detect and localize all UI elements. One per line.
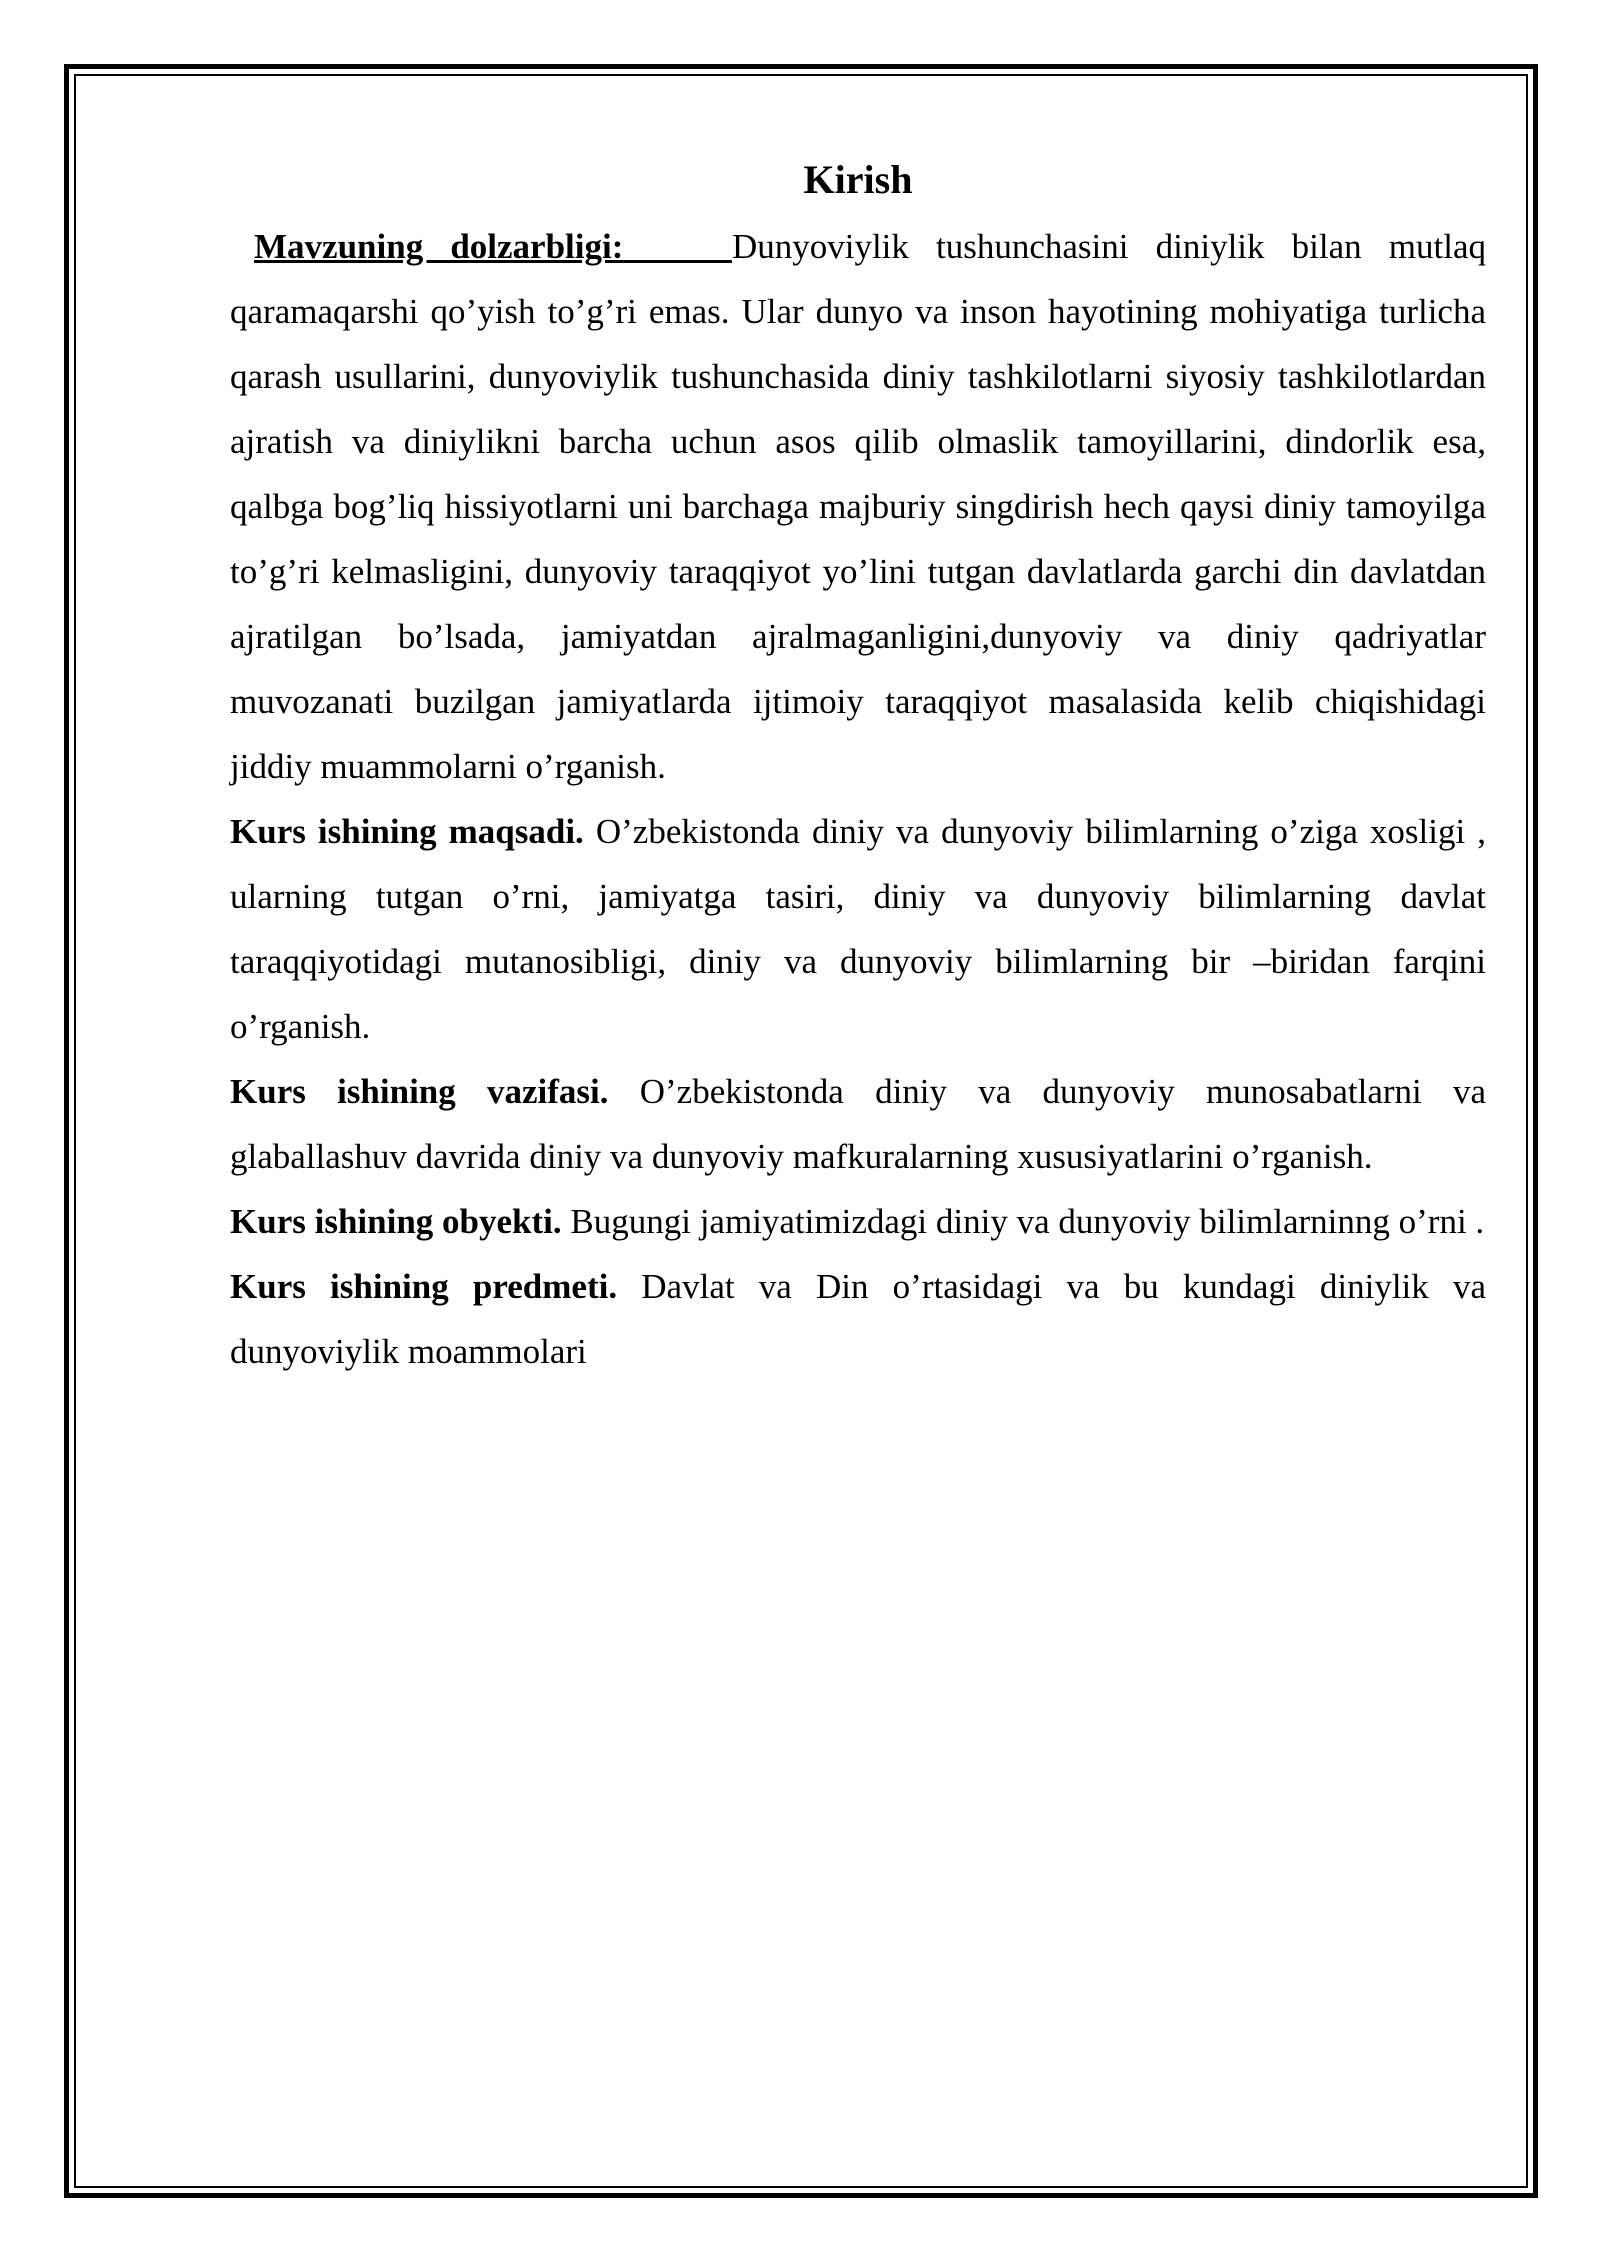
- paragraph-text: Dunyoviylik tushunchasini diniylik bilan mutlaq qaramaqarshi qo’yish to’g’ri emas. Ular dunyo va inson hayotining mohiyatiga turlicha qarash usullarini, dunyoviylik tushunchasida diniy tashkilotlarni siyosiy tashkilotlardan ajratish va diniylikni barcha uchun asos qilib olmaslik tamoyillarini, dindorlik esa, qalbga bog’liq hissiyotlarni uni barchaga majburiy singdirish hech qaysi diniy tamoyilga to’g’ri kelmasligini, dunyoviy taraqqiyot yo’lini tutgan davlatlarda garchi din davlatdan ajratilgan bo’lsada, jamiyatdan ajralmaganligini,dunyoviy va diniy qadriyatlar muvozanati buzilgan jamiyatlarda ijtimoiy taraqqiyot masalasida kelib chiqishidagi jiddiy muammolarni o’rganish.: [230, 227, 1486, 786]
- paragraph-text: Davlat va Din o’rtasidagi va bu kundagi diniylik va dunyoviylik moammolari: [230, 1267, 1486, 1371]
- paragraph-lead: Kurs ishining vazifasi.: [230, 1072, 609, 1111]
- paragraph-text: O’zbekistonda diniy va dunyoviy munosabatlarni va glaballashuv davrida diniy va dunyoviy mafkuralarning xususiyatlarini o’rganish.: [230, 1072, 1486, 1176]
- paragraph-task: [230, 1059, 1486, 1189]
- paragraph-lead: Kurs ishining obyekti.: [230, 1202, 562, 1241]
- paragraph-lead: Mavzuning dolzarbligi:: [254, 227, 624, 266]
- paragraph-subject: [230, 1254, 1486, 1384]
- paragraph-text: Bugungi jamiyatimizdagi diniy va dunyoviy bilimlarninng o’rni .: [570, 1202, 1485, 1241]
- underline-gap: [623, 227, 732, 266]
- paragraph-relevance: [230, 214, 1486, 799]
- paragraph-lead: Kurs ishining predmeti.: [230, 1267, 618, 1306]
- paragraph-object: [230, 1189, 1486, 1254]
- paragraph-goal: [230, 799, 1486, 1059]
- paragraph-text: O’zbekistonda diniy va dunyoviy bilimlarning o’ziga xosligi , ularning tutgan o’rni, jamiyatga tasiri, diniy va dunyoviy bilimlarning davlat taraqqiyotidagi mutanosibligi, diniy va dunyoviy bilimlarning bir –biridan farqini o’rganish.: [230, 812, 1487, 1046]
- document-title: Kirish: [803, 157, 913, 202]
- paragraph-lead: Kurs ishining maqsadi.: [230, 812, 584, 851]
- document-body: [230, 150, 1486, 1384]
